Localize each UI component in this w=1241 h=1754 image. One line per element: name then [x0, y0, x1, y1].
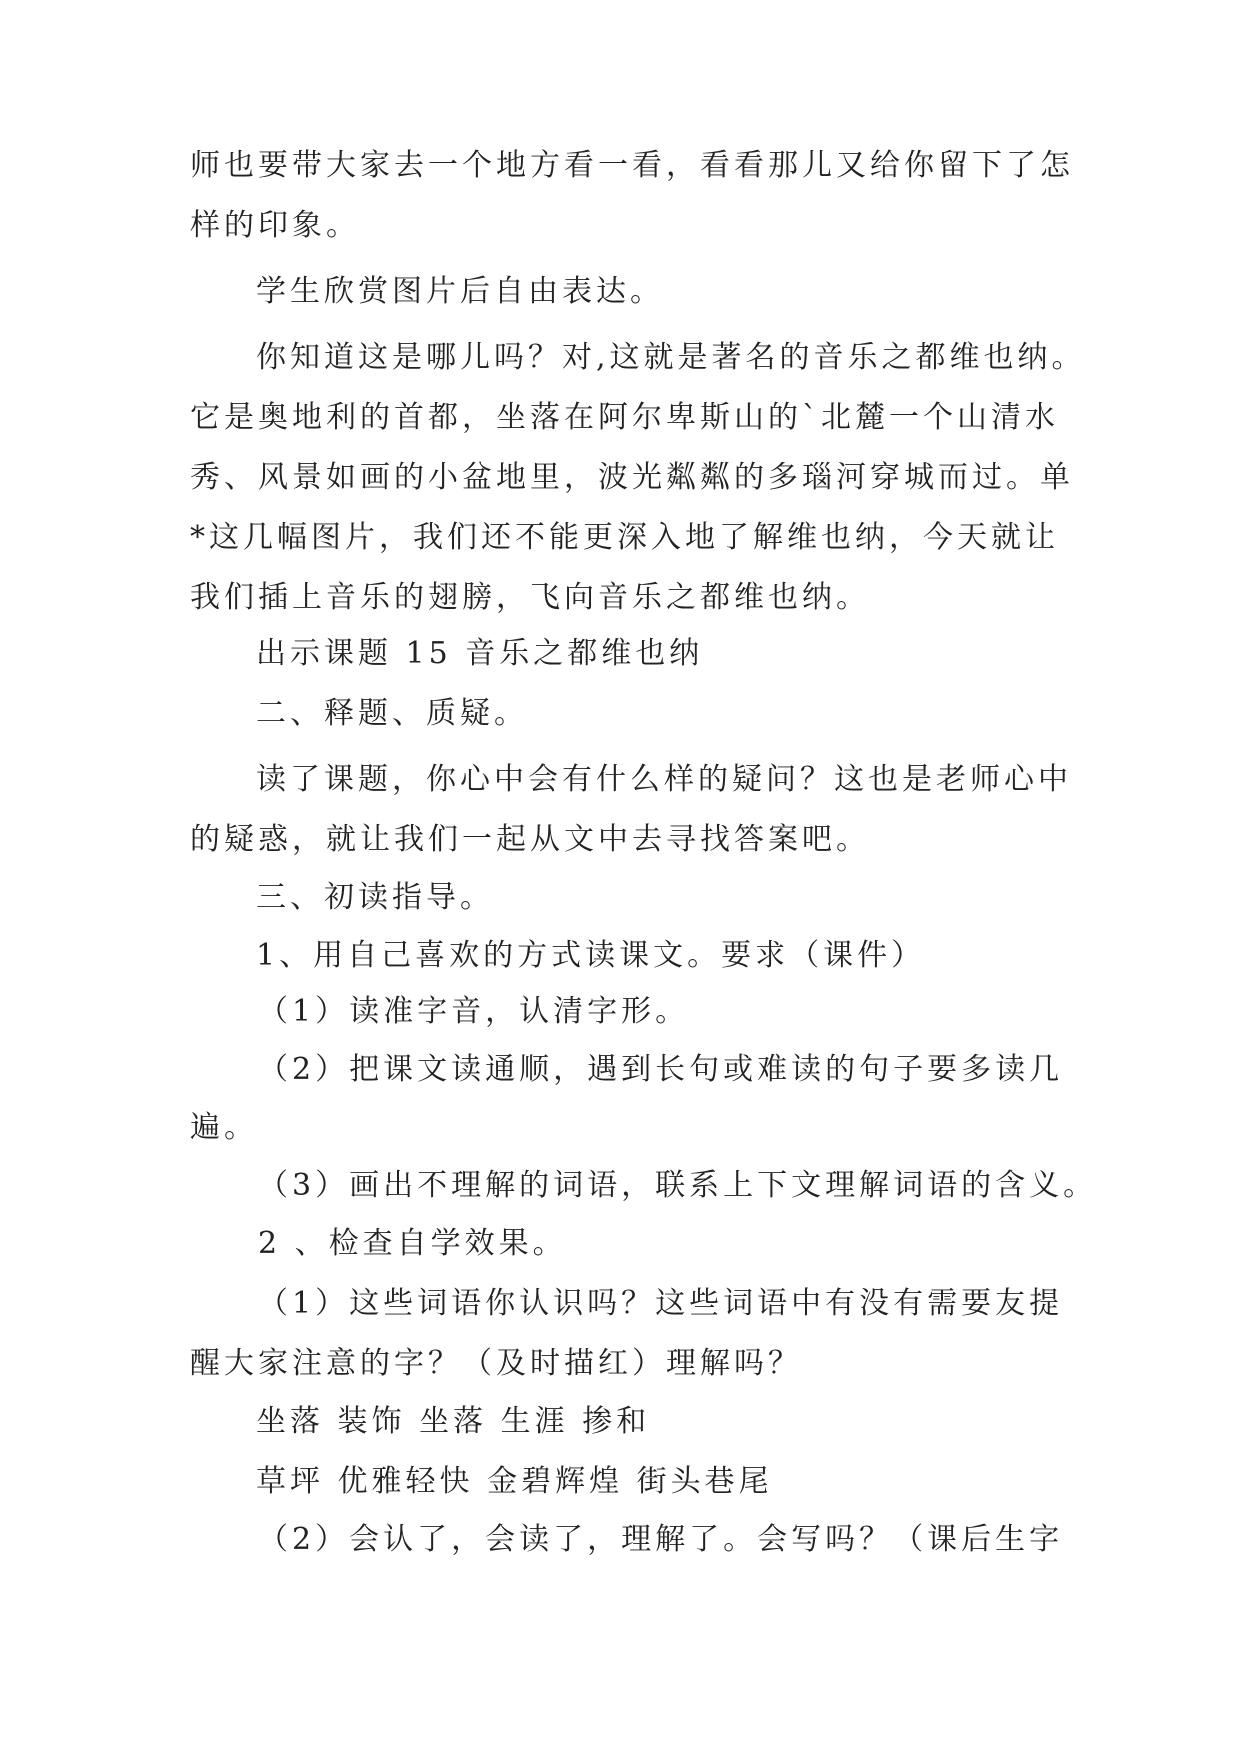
text-line-10: 二、释题、质疑。: [256, 696, 528, 731]
text-line-6: 秀、风景如画的小盆地里，波光粼粼的多瑙河穿城而过。单: [190, 460, 1074, 495]
text-line-19: 2 、检查自学效果。: [258, 1226, 567, 1261]
text-line-12: 的疑惑，就让我们一起从文中去寻找答案吧。: [190, 822, 870, 857]
text-line-24: （2）会认了，会读了，理解了。会写吗？（课后生字: [258, 1522, 1064, 1557]
text-line-18: （3）画出不理解的词语，联系上下文理解词语的含义。: [258, 1168, 1098, 1203]
text-line-22: 坐落 装饰 坐落 生涯 掺和: [256, 1404, 651, 1439]
text-line-17: 遍。: [190, 1110, 258, 1145]
text-line-3: 学生欣赏图片后自由表达。: [256, 274, 664, 309]
text-line-16: （2）把课文读通顺，遇到长句或难读的句子要多读几: [258, 1052, 1064, 1087]
text-line-13: 三、初读指导。: [256, 880, 494, 915]
text-line-8: 我们插上音乐的翅膀，飞向音乐之都维也纳。: [190, 580, 870, 615]
text-line-1: 师也要带大家去一个地方看一看，看看那儿又给你留下了怎: [190, 148, 1074, 183]
text-line-5: 它是奥地利的首都，坐落在阿尔卑斯山的`北麓一个山清水: [190, 400, 1059, 435]
text-line-15: （1）读准字音，认清字形。: [258, 994, 690, 1029]
text-line-23: 草坪 优雅轻快 金碧辉煌 街头巷尾: [256, 1464, 773, 1499]
text-line-21: 醒大家注意的字？（及时描红）理解吗？: [190, 1346, 802, 1381]
text-line-11: 读了课题，你心中会有什么样的疑问？这也是老师心中: [256, 762, 1072, 797]
text-line-20: （1）这些词语你认识吗？这些词语中有没有需要友提: [258, 1286, 1064, 1321]
text-line-9: 出示课题 15 音乐之都维也纳: [256, 636, 704, 671]
text-line-14: 1、用自己喜欢的方式读课文。要求（课件）: [256, 938, 926, 973]
text-line-7: *这几幅图片，我们还不能更深入地了解维也纳，今天就让: [190, 520, 1059, 555]
text-line-2: 样的印象。: [190, 208, 360, 243]
text-line-4: 你知道这是哪儿吗？对,这就是著名的音乐之都维也纳。: [256, 340, 1086, 375]
